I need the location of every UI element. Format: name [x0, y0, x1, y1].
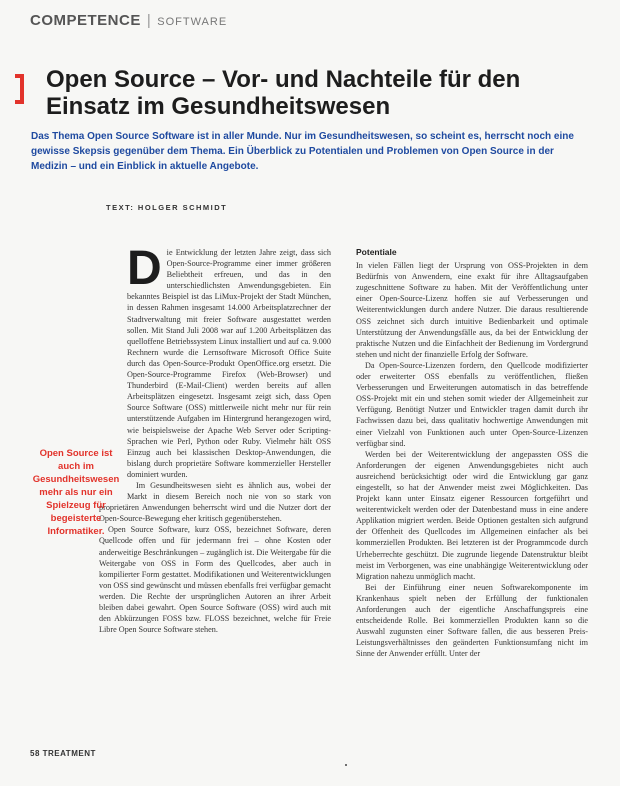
body-paragraph: Da Open-Source-Lizenzen fordern, den Quellcode modifizierter oder erweiterter OSS ebenfalls zu veröffentlichen, fließen Verbesserungen und Erweiterungen automatisch in das betreffende OSS-Projekt mit ein und stehen somit wieder der Allgemeinheit zur Verfügung. Benötigt Nutzer und Entwickler tragen damit durch ihr Fachwissen dazu bei, dass qualitativ hochwertige Anwendungen mit einer Vielzahl von Funktionen auch unter Open-Source-Lizenzen verfügbar sind. — [356, 360, 588, 448]
body-paragraph: In vielen Fällen liegt der Ursprung von OSS-Projekten in dem Bedürfnis von Anwendern, eine exakt für ihre Alltagsaufgaben zugeschnittene Software zu haben. Mit der Veröffentlichung unter einer Open-Source-Lizenz hoffen sie auf Verbesserungen und Weiterentwicklungen durch andere Nutzer. Die daraus resultierende OSS zeichnet sich durch intuitive Bedienbarkeit und optimale Unterstützung der Anwendungsfälle aus, da bei der Entwicklung der praktische Nutzen und die Einfachheit der Bedienung im Vordergrund stehen und nicht der finanzielle Erfolg der Software. — [356, 261, 588, 359]
left-column — [99, 242, 331, 635]
page-footer: 58 TREATMENT — [30, 749, 96, 758]
article-lead: Das Thema Open Source Software ist in aller Munde. Nur im Gesundheitswesen, so scheint es, herrscht noch eine gewisse Skepsis gegenüber dem Thema. Ein Überblick zu Potentialen und Problemen von Open Source in der Medizin – und ein Einblick in aktuelle Angebote. — [31, 131, 574, 172]
section-heading-potentiale: Potentiale — [356, 247, 397, 257]
subsection-label: SOFTWARE — [157, 16, 228, 28]
article-byline: TEXT: HOLGER SCHMIDT — [106, 203, 228, 212]
right-column — [356, 247, 588, 659]
body-paragraph: Open Source Software, kurz OSS, bezeichnet Software, deren Quellcode offen und für jedermann frei – ohne Kosten oder anderweitige Beschränkungen – zugänglich ist. Die Weitergabe für die Weitergabe von OSS in Form des Quellcodes, aber auch in kompilierter Form gestattet. Modifikationen und Weiterentwicklungen von OSS sind gewünscht und müssen ebenfalls frei verfügbar gemacht werden. Die Rechte der ursprünglichen Autoren an ihrer Arbeit bleiben dabei gewahrt. Open Source Software (OSS) wird auch mit den Abkürzungen FOSS bzw. FLOSS bezeichnet, welche für Freie Libre Open Source Software stehen. — [99, 525, 331, 635]
pull-quote — [28, 447, 124, 538]
body-paragraph: Werden bei der Weiterentwicklung der angepassten OSS die Anforderungen der eigenen Anwendungsgebietes nicht auch ausreichend berücksichtigt oder wird die Entwicklung gar ganz eingestellt, so hat der Anwender meist zwei Möglichkeiten. Das Projekt kann unter Einsatz eigener Ressourcen fortgeführt und weiterentwickelt werden oder der Datenbestand muss in eine andere Applikation migriert werden. Beide Optionen gestalten sich aufgrund der Offenheit des Quellcodes im Allgemeinen einfacher als bei kommerziellen Produkten. Bei letzteren ist der Programmcode durch Urheberrechte geschützt. Die zugrunde liegende Datenstruktur bleibt meist im Verborgenen, was eine unabhängige Weiterentwicklung oder Migration nahezu unmöglich macht. — [356, 449, 588, 581]
page-dot — [345, 764, 347, 766]
body-paragraph: Die Entwicklung der letzten Jahre zeigt, dass sich Open-Source-Programme einer immer größeren Beliebtheit erfreuen, und das in den unterschiedlichsten Anwendungsgebieten. Ein bekanntes Beispiel ist das LiMux-Projekt der Stadt München, in dessen Rahmen insgesamt 14.000 Arbeitsplatzrechner der Stadtverwaltung mit freier Software ausgestattet werden sollen. Mit Stand Juli 2008 war auf 1.200 Arbeitsplätzen das quelloffene Betriebssystem Linux installiert und auf ca. 9.000 Rechnern wurde die Lernsoftware Microsoft Office Suite durch das Open-Source-Produkt OpenOffice.org ersetzt. Die Open-Source-Programme Firefox (Web-Browser) und Thunderbird (E-Mail-Client) werden bereits auf allen Arbeitsplätzen eingesetzt. Insgesamt zeigt sich, dass Open Source Software (OSS) mittlerweile nicht mehr nur für rein unterstützende Aufgaben im Hintergrund herangezogen wird, wie beispielsweise der Apache Web Server oder Scripting-Sprachen wie Perl, Python oder Ruby. Vielmehr hält OSS Einzug auch bei klassischen Desktop-Anwendungen, die bislang durch proprietäre Software kommerzieller Hersteller dominiert wurden. — [127, 242, 331, 479]
body-paragraph: Bei der Einführung einer neuen Softwarekomponente im Krankenhaus spielt neben der Erfüllung der funktionalen Anforderungen auch der eigentliche Anschaffungspreis eine entscheidende Rolle. Bei kommerziellen Produkten kann so die Auswahl zugunsten einer Software fallen, die aus besseren Preis-Leistungsverhältnisses den geänderten Funktionsumfang nicht im Sinne der Anwender erfüllt. Unter der — [356, 582, 588, 659]
title-bracket-mark — [15, 74, 24, 104]
header-separator: | — [146, 12, 152, 29]
pull-quote-text: Open Source ist auch im Gesundheitswesen mehr als nur ein Spielzeug für begeisterte Informatiker. — [32, 448, 120, 537]
section-header — [30, 12, 227, 29]
section-label: COMPETENCE — [30, 12, 141, 29]
body-paragraph: Im Gesundheitswesen sieht es ähnlich aus, wobei der Markt in diesem Bereich noch nie von so stark von proprietären Anwendungen beherrscht wird und die Nutzer dort der Open-Source-Bewegung eher kritisch gegenüberstehen. — [99, 480, 331, 524]
drop-cap: D — [127, 242, 162, 295]
article-title: Open Source – Vor- und Nachteile für den Einsatz im Gesundheitswesen — [46, 66, 521, 120]
